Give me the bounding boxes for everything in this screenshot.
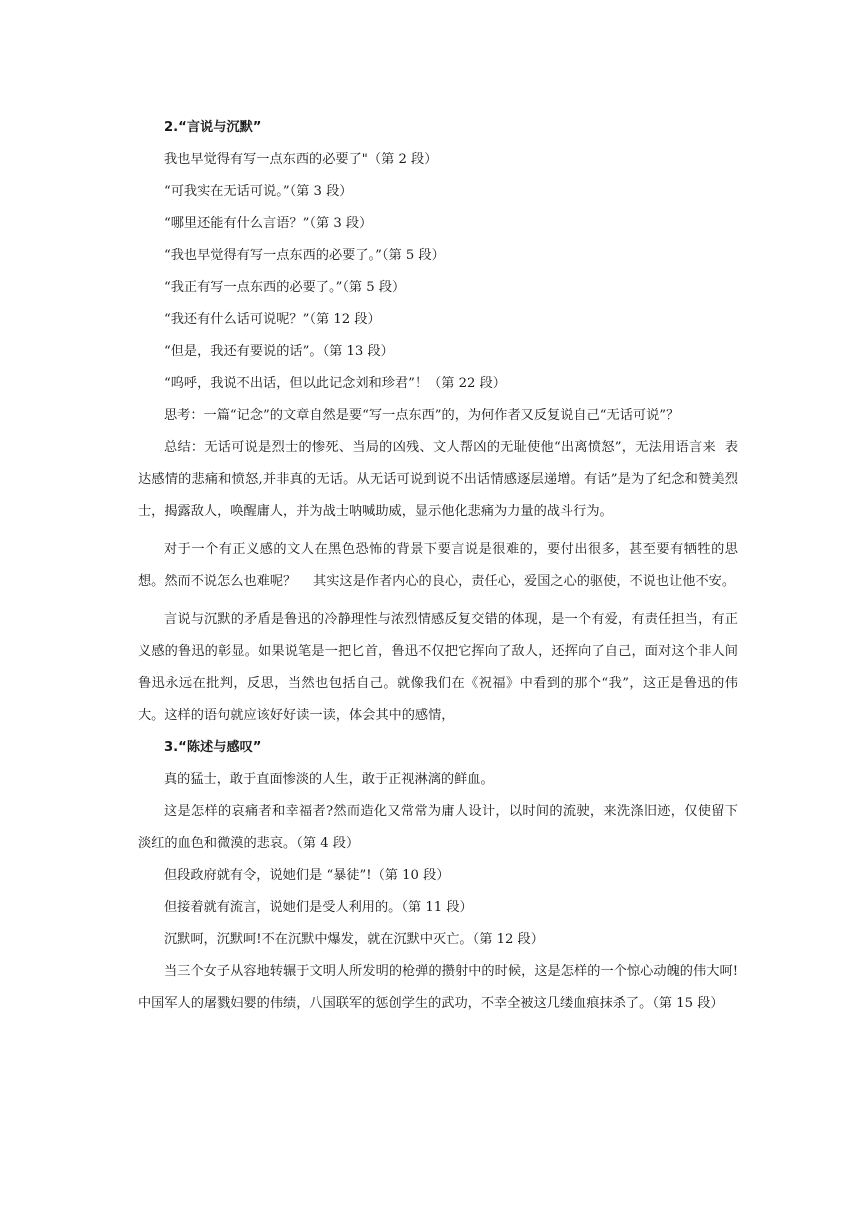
quote-line: “但是，我还有要说的话”。（第 13 段）	[164, 344, 394, 359]
quote-line: “我也早觉得有写一点东西的必要了。”（第 5 段）	[164, 248, 445, 263]
section-heading-speech-and-silence: 2.“言说与沉默”	[164, 120, 262, 135]
quote-line: 但段政府就有令，说她们是 “暴徒”!（第 10 段）	[164, 868, 450, 883]
quote-line: “我还有什么话可说呢？”（第 12 段）	[164, 312, 381, 327]
document-page	[138, 112, 738, 1020]
quote-line: 真的猛士，敢于直面惨淡的人生，敢于正视淋漓的鲜血。	[164, 772, 494, 787]
quote-line: “可我实在无话可说。”（第 3 段）	[164, 184, 353, 199]
body-paragraph: 对于一个有正义感的文人在黑色恐怖的背景下要言说是很难的，要付出很多，甚至要有牺牲的思想。然而不说怎么也难呢？ 其实这是作者内心的良心，责任心，爱国之心的驱使，不说也让他不安。	[138, 542, 738, 589]
quote-line: 我也早觉得有写一点东西的必要了"（第 2 段）	[164, 152, 438, 167]
quote-line: 沉默呵，沉默呵!不在沉默中爆发，就在沉默中灭亡。（第 12 段）	[164, 932, 544, 947]
question-paragraph: 思考：一篇“记念”的文章自然是要“写一点东西”的，为何作者又反复说自己“无话可说”？	[164, 408, 680, 423]
quote-line: 当三个女子从容地转辗于文明人所发明的枪弹的攒射中的时候，这是怎样的一个惊心动魄的伟大呵!中国军人的屠戮妇婴的伟绩，八国联军的惩创学生的武功，不幸全被这几缕血痕抹杀了。（第 15 段）	[138, 964, 738, 1011]
quote-line: “我正有写一点东西的必要了。”（第 5 段）	[164, 280, 406, 295]
quote-line: “呜呼，我说不出话，但以此记念刘和珍君”！（第 22 段）	[164, 376, 506, 391]
body-paragraph: 言说与沉默的矛盾是鲁迅的冷静理性与浓烈情感反复交错的体现，是一个有爱，有责任担当，有正义感的鲁迅的彰显。如果说笔是一把匕首，鲁迅不仅把它挥向了敌人，还挥向了自己，面对这个非人间鲁迅永远在批判，反思，当然也包括自己。就像我们在《祝福》中看到的那个“我”，这正是鲁迅的伟大。这样的语句就应该好好读一读，体会其中的感情，	[138, 612, 738, 723]
summary-paragraph: 总结：无话可说是烈士的惨死、当局的凶残、文人帮凶的无耻使他“出离愤怒”，无法用语言来 表达感情的悲痛和愤怒,并非真的无话。从无话可说到说不出话情感逐层递增。有话”是为了纪念和赞美烈士，揭露敌人，唤醒庸人，并为战士呐喊助威，显示他化悲痛为力量的战斗行为。	[138, 440, 738, 519]
quote-line: 这是怎样的哀痛者和幸福者?然而造化又常常为庸人设计，以时间的流驶，来洗涤旧迹，仅使留下淡红的血色和微漠的悲哀。（第 4 段）	[138, 804, 738, 851]
section-heading-statement-and-exclamation: 3.“陈述与感叹”	[164, 740, 262, 755]
quote-line: “哪里还能有什么言语？”（第 3 段）	[164, 216, 373, 231]
quote-line: 但接着就有流言，说她们是受人利用的。（第 11 段）	[164, 900, 473, 915]
